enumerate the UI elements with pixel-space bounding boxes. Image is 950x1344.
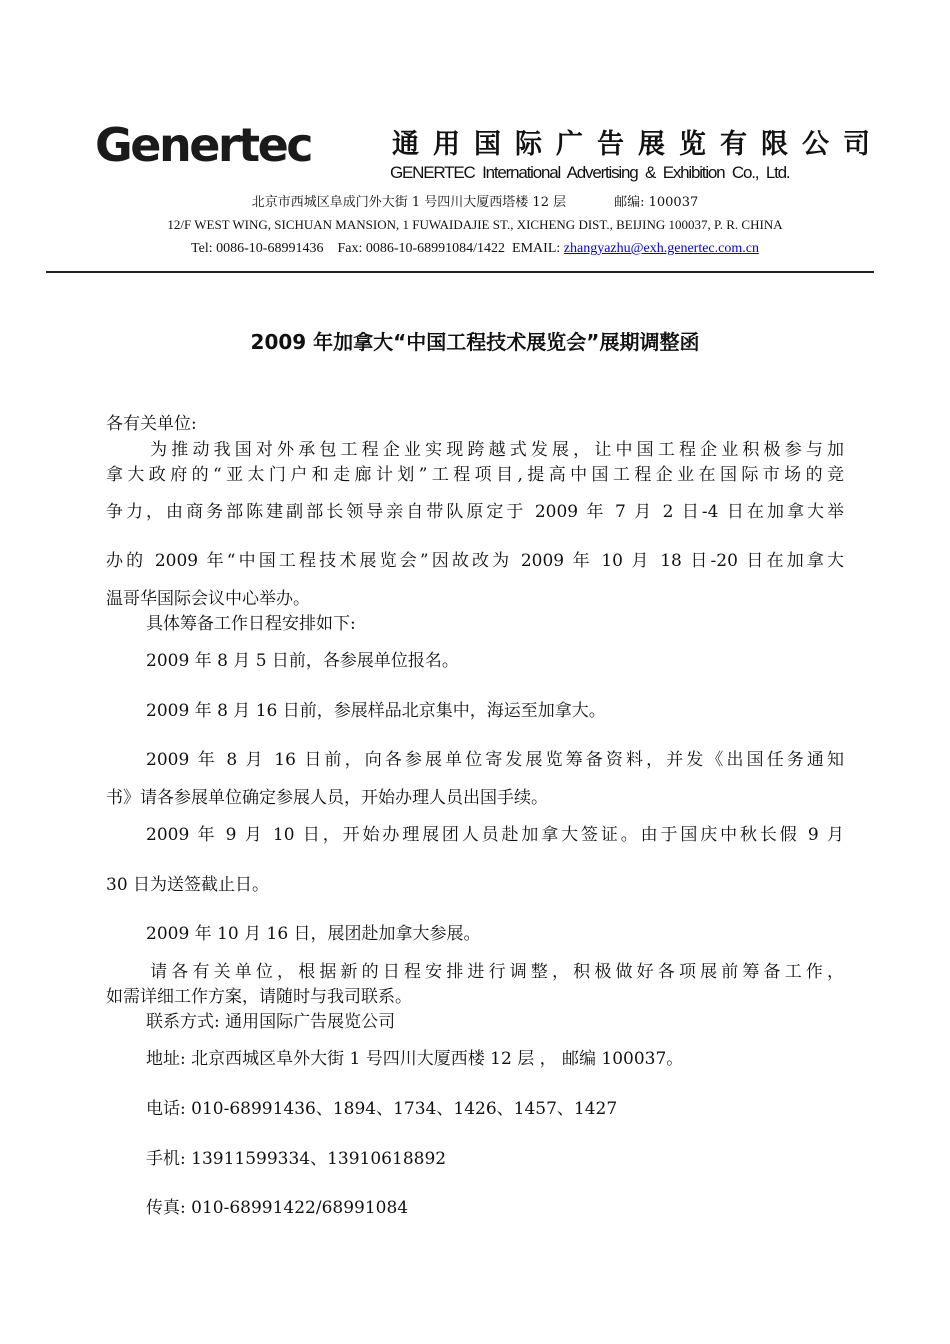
tel-fax-text: Tel: 0086-10-68991436 Fax: 0086-10-68991084/1422 EMAIL: [191, 241, 564, 256]
paragraph-1-line-1-text: 为推动我国对外承包工程企业实现跨越式发展，让中国工程企业积极参与加 [146, 440, 844, 460]
schedule-item-4-line-1-text: 2009 年 9 月 10 日，开始办理展团人员赴加拿大签证。由于国庆中秋长假 9 月 [146, 825, 844, 845]
schedule-item-1: 2009 年 8 月 5 日前，各参展单位报名。 [146, 651, 459, 671]
address-cn [0, 191, 950, 210]
contact-fax: 传真: 010-68991422/68991084 [146, 1198, 409, 1218]
header-divider [46, 271, 874, 273]
schedule-item-4-line-1 [106, 823, 844, 847]
paragraph-1-line-4: 办的 2009 年“中国工程技术展览会”因故改为 2009 年 10 月 18 日-20 日在加拿大 [106, 551, 844, 571]
paragraph-1-line-2: 拿大政府的“亚太门户和走廊计划”工程项目,提高中国工程企业在国际市场的竞 [106, 465, 844, 485]
paragraph-2-line-1 [106, 960, 844, 984]
schedule-intro: 具体筹备工作日程安排如下: [146, 614, 356, 634]
address-cn-text: 北京市西城区阜成门外大街 1 号四川大厦西塔楼 12 层 [251, 195, 567, 210]
postal-code-cn: 邮编: 100037 [614, 195, 699, 210]
contact-line [0, 241, 950, 257]
company-name-en: GENERTEC International Advertising & Exhibition Co., Ltd. [390, 163, 790, 182]
paragraph-2-line-2: 如需详细工作方案，请随时与我司联系。 [106, 987, 412, 1007]
email-link[interactable]: zhangyazhu@exh.genertec.com.cn [563, 241, 759, 256]
schedule-item-3-line-1-text: 2009 年 8 月 16 日前，向各参展单位寄发展览筹备资料，并发《出国任务通知 [146, 750, 844, 770]
contact-mobile: 手机: 13911599334、13910618892 [146, 1149, 447, 1169]
salutation: 各有关单位: [106, 414, 197, 434]
paragraph-1-line-5: 温哥华国际会议中心举办。 [106, 589, 310, 609]
genertec-logo: Genertec [95, 118, 312, 172]
company-name-cn: 通用国际广告展览有限公司 [392, 129, 884, 160]
contact-address: 地址: 北京西城区阜外大街 1 号四川大厦西楼 12 层 ， 邮编 100037。 [146, 1049, 684, 1069]
paragraph-1-line-1 [106, 438, 844, 462]
schedule-item-5: 2009 年 10 月 16 日，展团赴加拿大参展。 [146, 924, 481, 944]
paragraph-1-line-3: 争力，由商务部陈建副部长领导亲自带队原定于 2009 年 7 月 2 日-4 日在加拿大举 [106, 502, 844, 522]
contact-label: 联系方式: 通用国际广告展览公司 [146, 1012, 396, 1032]
address-en: 12/F WEST WING, SICHUAN MANSION, 1 FUWAIDAJIE ST., XICHENG DIST., BEIJING 100037, P. R. CHINA [167, 217, 783, 232]
schedule-item-3-line-1 [106, 748, 844, 772]
paragraph-2-line-1-text: 请各有关单位，根据新的日程安排进行调整，积极做好各项展前筹备工作， [146, 962, 844, 982]
schedule-item-2: 2009 年 8 月 16 日前，参展样品北京集中，海运至加拿大。 [146, 701, 606, 721]
contact-phone: 电话: 010-68991436、1894、1734、1426、1457、1427 [146, 1099, 618, 1119]
schedule-item-4-line-2: 30 日为送签截止日。 [106, 875, 270, 895]
document-title: 2009 年加拿大“中国工程技术展览会”展期调整函 [250, 330, 700, 354]
schedule-item-3-line-2: 书》请各参展单位确定参展人员，开始办理人员出国手续。 [106, 788, 548, 808]
